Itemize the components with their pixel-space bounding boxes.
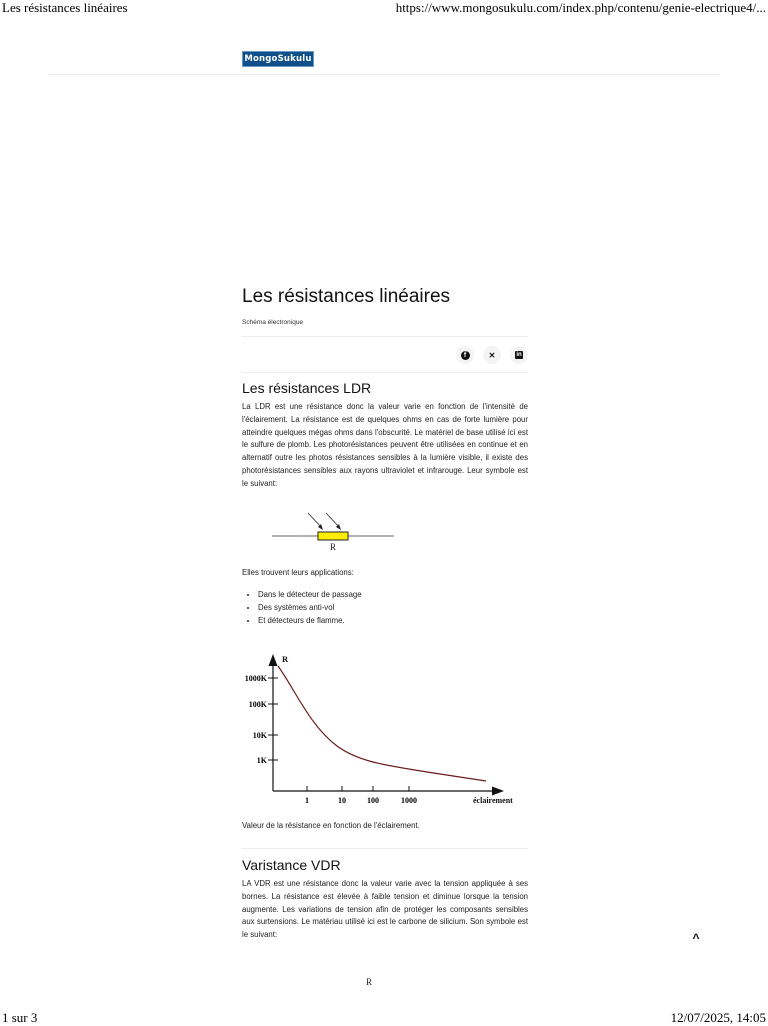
applications-list: [242, 588, 362, 627]
ldr-resistance-chart: [242, 648, 528, 812]
ldr-resistor-body: [318, 532, 348, 540]
y-axis-arrow: [269, 654, 278, 666]
y-axis-label: R: [282, 654, 289, 664]
y-tick-label: 100K: [248, 700, 267, 709]
x-axis-arrow: [492, 787, 504, 796]
list-item: • Et détecteurs de flamme.: [258, 614, 362, 627]
header-divider: [48, 74, 720, 75]
vdr-heading: Varistance VDR: [242, 857, 341, 873]
linkedin-share-button[interactable]: [510, 346, 528, 364]
print-page-counter: 1 sur 3: [2, 1010, 38, 1025]
print-page-title: Les résistances linéaires: [2, 0, 128, 15]
x-tick-label: 10: [338, 796, 346, 805]
y-tick-label: 10K: [252, 731, 267, 740]
x-axis-label: éclairement: [473, 796, 513, 805]
print-header: [0, 0, 768, 16]
vdr-symbol-diagram: [362, 974, 382, 986]
x-tick-label: 1: [305, 796, 309, 805]
vdr-paragraph: LA VDR est une résistance donc la valeur varie avec la tension appliquée à ses bornes. La résistance est élevée à faible tension et diminue lorsque la tension augmente. Les variations de tension afin de protéger les composants sensibles aux surtensions. Le matériau utilisé ici est le carbone de silicium. Son symbole est le suivant:: [242, 879, 528, 940]
ldr-heading: Les résistances LDR: [242, 380, 372, 396]
list-item: • Des systèmes anti-vol: [258, 601, 362, 614]
y-tick-label: 1K: [256, 756, 267, 765]
vdr-symbol-label: R: [366, 977, 373, 986]
facebook-share-button[interactable]: [456, 346, 474, 364]
ldr-paragraph: La LDR est une résistance donc la valeur varie en fonction de l'intensité de l'éclairement. La résistance est de quelques ohms en cas de forte lumière pour atteindre quelques mégas ohms dans l'obscurité. Le matériel de base utilisé ici est le sulfure de plomb. Les photorésistances peuvent être utilisées en continue et en alternatif outre les photos résistances sensibles à la lumière visible, il existe des photorésistances sensibles aux rayons ultraviolet et infrarouge. Leur symbole est le suivant:: [242, 402, 528, 488]
facebook-icon: f: [461, 351, 470, 360]
divider: [242, 372, 528, 373]
y-tick-label: 1000K: [244, 674, 267, 683]
share-buttons: [456, 346, 528, 364]
site-logo[interactable]: MongoSukulu: [242, 51, 314, 67]
print-url: https://www.mongosukulu.com/index.php/contenu/genie-electrique4/...: [395, 0, 766, 15]
page-title: Les résistances linéaires: [242, 286, 451, 307]
x-tick-label: 1000: [401, 796, 417, 805]
ldr-symbol-diagram: [270, 508, 396, 556]
list-item: • Dans le détecteur de passage: [258, 588, 362, 601]
apps-intro: Elles trouvent leurs applications:: [242, 568, 354, 577]
ldr-symbol-label: R: [330, 542, 337, 552]
chart-caption: Valeur de la résistance en fonction de l'éclairement.: [242, 821, 420, 830]
x-tick-label: 100: [367, 796, 379, 805]
article-category[interactable]: Schéma électronique: [242, 319, 304, 326]
scroll-to-top-button[interactable]: [688, 930, 704, 946]
linkedin-icon: in: [516, 352, 522, 358]
x-icon: ✕: [488, 350, 496, 360]
x-share-button[interactable]: [483, 346, 501, 364]
chevron-up-icon: ^: [692, 931, 700, 945]
divider: [242, 336, 528, 337]
chart-ticks: [245, 674, 417, 805]
print-datetime: 12/07/2025, 14:05: [670, 1010, 766, 1025]
resistance-curve: [278, 666, 486, 781]
divider: [242, 848, 528, 849]
